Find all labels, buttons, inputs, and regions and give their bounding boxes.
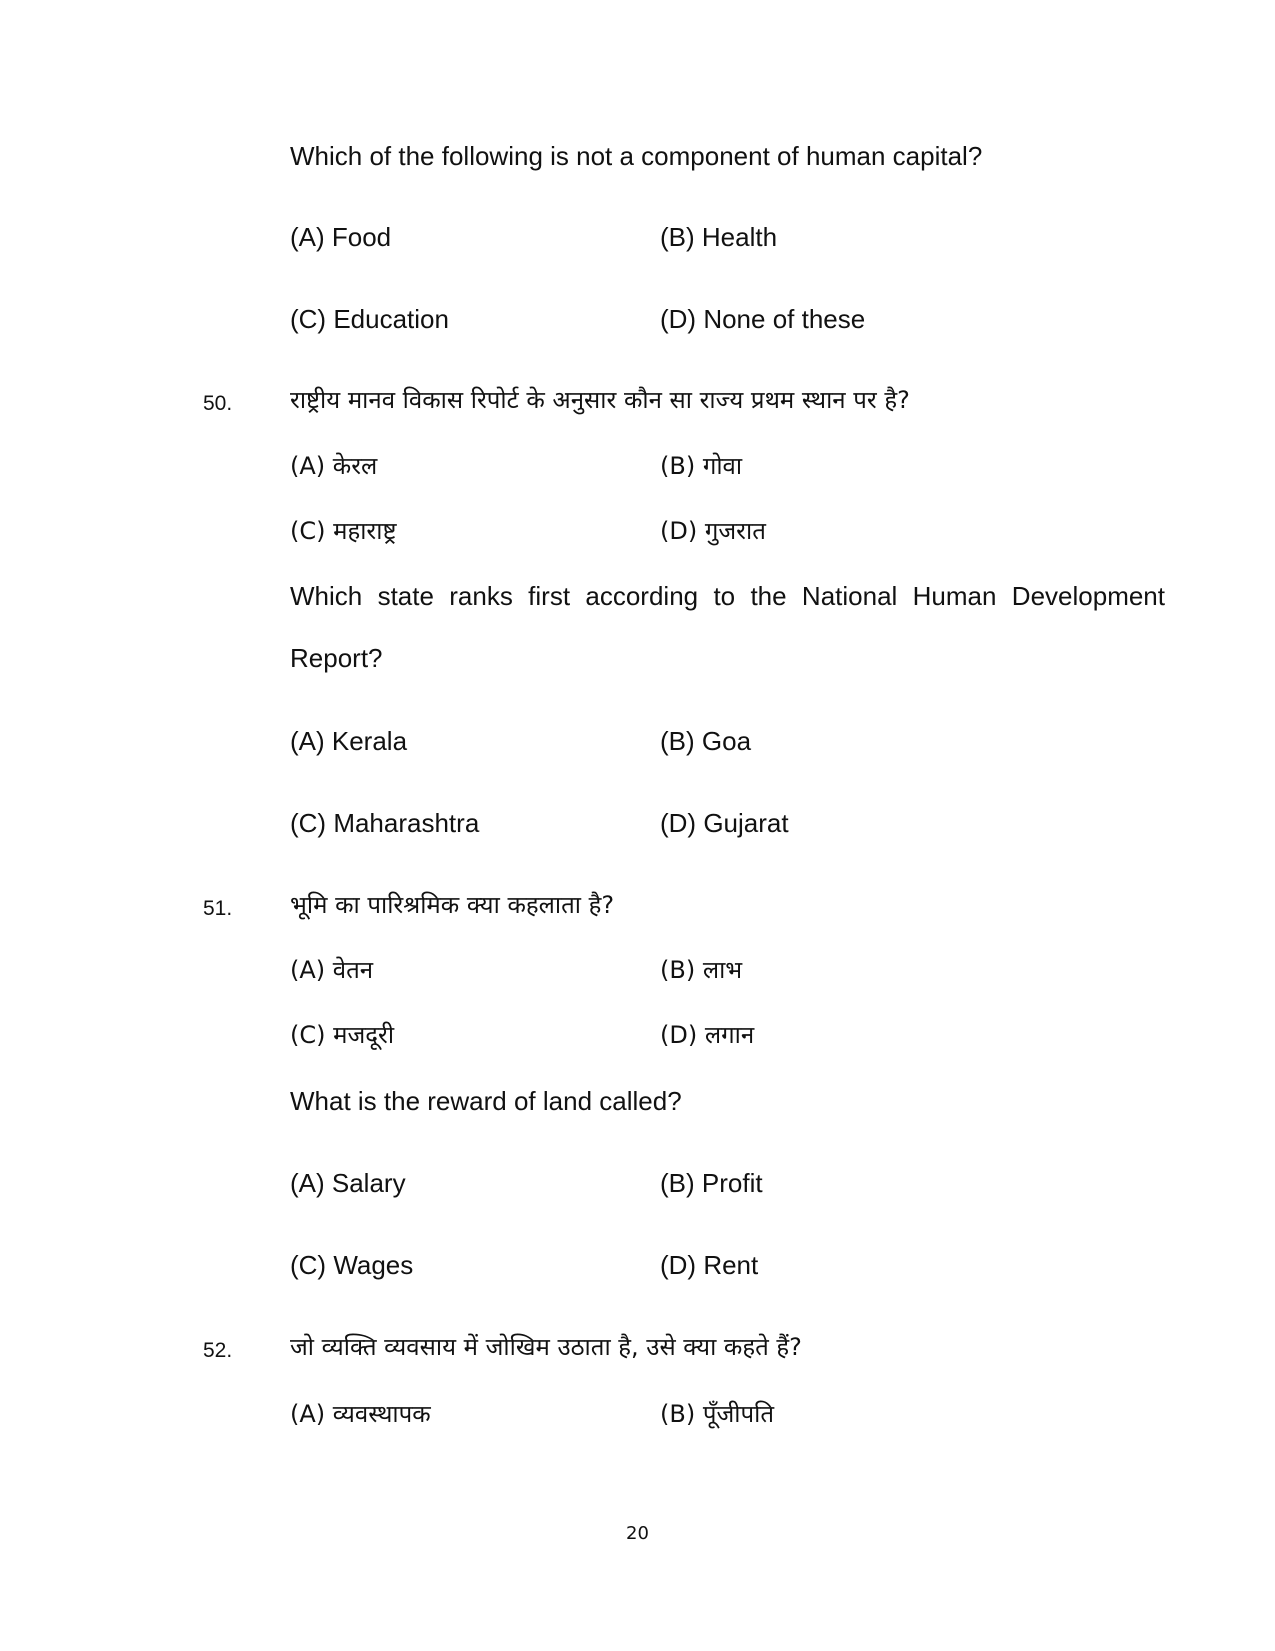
q50-option-b: (B) Goa [660,726,752,756]
q51-option-c: (C) Wages [290,1250,414,1280]
q50-english-question-line2: Report? [290,643,383,673]
q50-hindi-option-a: (A) केरल [290,452,378,480]
q52-hindi-option-a: (A) व्यवस्थापक [290,1400,431,1428]
q49-option-a: (A) Food [290,222,392,252]
q50-hindi-option-c: (C) महाराष्ट्र [290,517,397,545]
q51-option-d: (D) Rent [660,1250,759,1280]
q52-hindi-option-b: (B) पूँजीपति [660,1400,775,1428]
q50-option-d: (D) Gujarat [660,808,789,838]
q50-hindi-question: राष्ट्रीय मानव विकास रिपोर्ट के अनुसार कौन सा राज्य प्रथम स्थान पर है? [290,386,910,414]
q51-english-question: What is the reward of land called? [290,1086,682,1116]
q50-hindi-option-d: (D) गुजरात [660,517,766,545]
q50-hindi-option-b: (B) गोवा [660,452,743,480]
q49-option-c: (C) Education [290,304,449,334]
q49-option-d: (D) None of these [660,304,866,334]
q51-hindi-option-b: (B) लाभ [660,956,743,984]
q51-number: 51. [203,897,233,920]
q50-english-question-line1: Which state ranks first according to the National Human Development [290,581,1165,611]
q49-option-b: (B) Health [660,222,778,252]
q50-option-c: (C) Maharashtra [290,808,480,838]
q51-option-b: (B) Profit [660,1168,763,1198]
q52-hindi-question: जो व्यक्ति व्यवसाय में जोखिम उठाता है, उसे क्या कहते हैं? [290,1333,802,1361]
q50-number: 50. [203,392,233,415]
q51-hindi-option-c: (C) मजदूरी [290,1021,395,1049]
q50-option-a: (A) Kerala [290,726,408,756]
q51-option-a: (A) Salary [290,1168,406,1198]
q52-number: 52. [203,1339,233,1362]
q51-hindi-option-a: (A) वेतन [290,956,374,984]
page-number: 20 [626,1523,649,1544]
q51-hindi-question: भूमि का पारिश्रमिक क्या कहलाता है? [290,891,615,919]
q51-hindi-option-d: (D) लगान [660,1021,755,1049]
q49-english-question: Which of the following is not a component of human capital? [290,141,983,171]
